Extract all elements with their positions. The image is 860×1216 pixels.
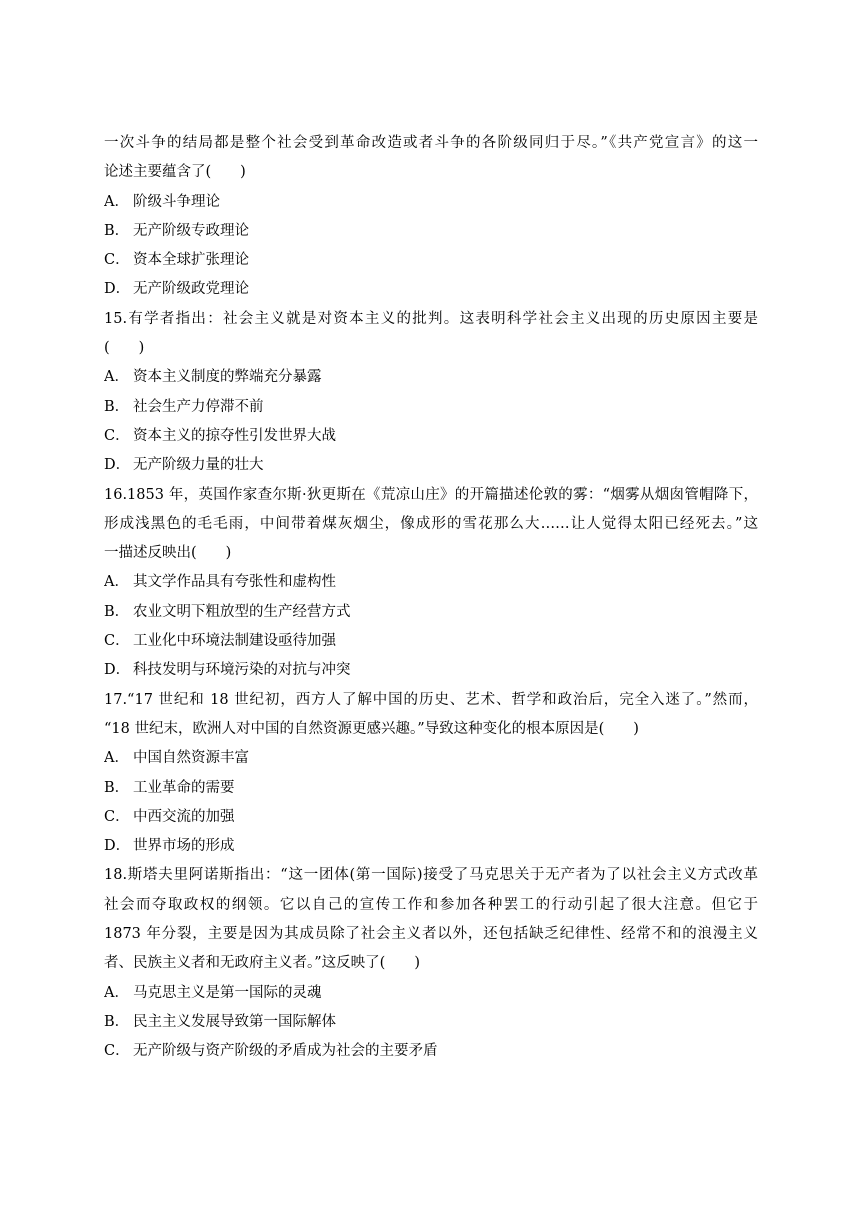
- question-14: [104, 129, 758, 305]
- question-15-stem-line-2: ( ): [104, 340, 145, 357]
- option-text: 无产阶级专政理论: [133, 222, 249, 239]
- question-16-option-b: [104, 598, 758, 627]
- question-16-option-a: [104, 568, 758, 597]
- question-17-stem-line-1: 17.“17 世纪和 18 世纪初，西方人了解中国的历史、艺术、哲学和政治后，完全入迷了。”然而，: [104, 691, 758, 708]
- option-letter: B．: [104, 779, 130, 796]
- option-text: 无产阶级力量的壮大: [133, 457, 264, 474]
- question-15-option-c: [104, 422, 758, 451]
- question-17-option-c: [104, 803, 758, 832]
- option-letter: A．: [104, 750, 129, 767]
- question-14-option-c: [104, 246, 758, 275]
- question-17-option-d: [104, 832, 758, 861]
- option-letter: C．: [104, 1043, 130, 1060]
- question-15-stem-line-1: 15.有学者指出：社会主义就是对资本主义的批判。这表明科学社会主义出现的历史原因主要是: [104, 310, 758, 327]
- question-15-option-a: [104, 363, 758, 392]
- question-14-option-d: [104, 275, 758, 304]
- option-text: 无产阶级政党理论: [133, 281, 249, 298]
- option-text: 其文学作品具有夸张性和虚构性: [133, 574, 336, 591]
- question-18-stem-line-2: 社会而夺取政权的纲领。它以自己的宣传工作和参加各种罢工的行动引起了很大注意。但它于: [104, 896, 758, 913]
- option-letter: A．: [104, 193, 129, 210]
- option-text: 中西交流的加强: [133, 808, 235, 825]
- option-letter: B．: [104, 603, 130, 620]
- question-17: [104, 686, 758, 862]
- question-18-stem-line-3: 1873 年分裂，主要是因为其成员除了社会主义者以外，还包括缺乏纪律性、经常不和的浪漫主义: [104, 926, 758, 943]
- question-14-stem-line-1: 一次斗争的结局都是整个社会受到革命改造或者斗争的各阶级同归于尽。”《共产党宣言》的这一: [104, 135, 758, 151]
- option-text: 资本主义的掠夺性引发世界大战: [133, 427, 336, 444]
- option-text: 农业文明下粗放型的生产经营方式: [133, 603, 351, 620]
- question-18-stem-line-4: 者、民族主义者和无政府主义者。”这反映了( ): [104, 955, 420, 972]
- question-15-option-b: [104, 393, 758, 422]
- question-18-stem-line-1: 18.斯塔夫里阿诺斯指出：“这一团体(第一国际)接受了马克思关于无产者为了以社会主义方式改革: [104, 867, 758, 884]
- question-18-option-c: [104, 1037, 758, 1066]
- question-14-stem-line-2: 论述主要蕴含了( ): [104, 164, 246, 181]
- question-16-stem-line-1: 16.1853 年，英国作家查尔斯·狄更斯在《荒凉山庄》的开篇描述伦敦的雾：“烟雾从烟囱管帽降下，: [104, 486, 758, 503]
- option-text: 民主主义发展导致第一国际解体: [133, 1013, 336, 1030]
- option-text: 中国自然资源丰富: [133, 750, 249, 767]
- question-18: [104, 861, 758, 1066]
- question-16-stem-line-3: 一描述反映出( ): [104, 545, 232, 562]
- option-text: 科技发明与环境污染的对抗与冲突: [133, 662, 351, 679]
- question-16-stem-line-2: 形成浅黑色的毛毛雨，中间带着煤灰烟尘，像成形的雪花那么大……让人觉得太阳已经死去。”这: [104, 515, 758, 532]
- option-letter: A．: [104, 369, 129, 386]
- question-17-option-a: [104, 744, 758, 773]
- option-letter: B．: [104, 222, 130, 239]
- option-text: 阶级斗争理论: [133, 193, 220, 210]
- question-17-option-b: [104, 774, 758, 803]
- option-letter: B．: [104, 1013, 130, 1030]
- option-letter: D．: [104, 662, 131, 679]
- option-text: 无产阶级与资产阶级的矛盾成为社会的主要矛盾: [133, 1043, 438, 1060]
- document-page: [104, 129, 758, 1067]
- option-letter: C．: [104, 633, 130, 650]
- option-letter: A．: [104, 984, 129, 1001]
- question-18-option-b: [104, 1008, 758, 1037]
- question-14-option-b: [104, 217, 758, 246]
- question-16: [104, 481, 758, 686]
- option-letter: D．: [104, 838, 131, 855]
- question-15: [104, 305, 758, 481]
- option-text: 社会生产力停滞不前: [133, 398, 264, 415]
- option-text: 资本主义制度的弊端充分暴露: [133, 369, 322, 386]
- option-text: 工业革命的需要: [133, 779, 235, 796]
- option-letter: D．: [104, 457, 131, 474]
- question-14-option-a: [104, 188, 758, 217]
- option-letter: B．: [104, 398, 130, 415]
- question-17-stem-line-2: “18 世纪末，欧洲人对中国的自然资源更感兴趣。”导致这种变化的根本原因是( ): [104, 720, 639, 737]
- option-letter: D．: [104, 281, 131, 298]
- question-18-option-a: [104, 979, 758, 1008]
- option-letter: C．: [104, 252, 130, 269]
- option-letter: C．: [104, 808, 130, 825]
- option-text: 世界市场的形成: [133, 838, 235, 855]
- option-letter: A．: [104, 574, 129, 591]
- option-letter: C．: [104, 427, 130, 444]
- option-text: 资本全球扩张理论: [133, 252, 249, 269]
- option-text: 马克思主义是第一国际的灵魂: [133, 984, 322, 1001]
- question-15-option-d: [104, 451, 758, 480]
- question-16-option-d: [104, 656, 758, 685]
- question-16-option-c: [104, 627, 758, 656]
- option-text: 工业化中环境法制建设亟待加强: [133, 633, 336, 650]
